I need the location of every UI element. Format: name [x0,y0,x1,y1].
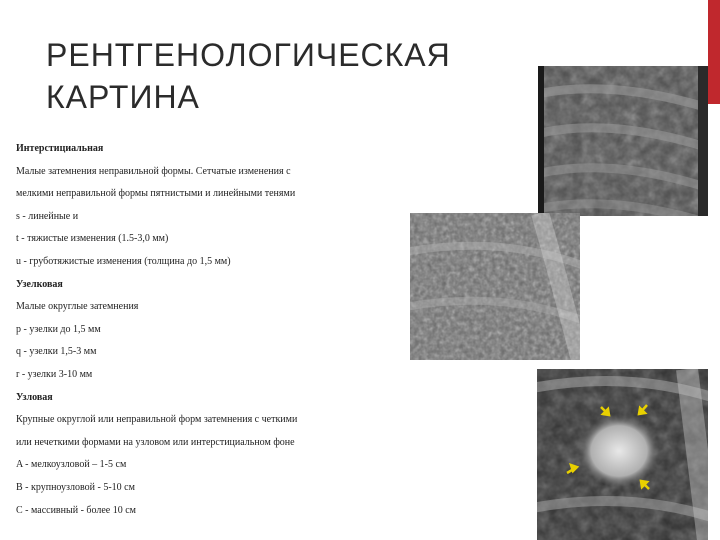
xray-interstitial-image [538,66,708,216]
text-line: мелкими неправильной формы пятнистыми и линейными тенями [16,188,296,200]
text-line: C - массивный - более 10 см [16,504,136,516]
section-heading-nodular: Узелковая [16,278,63,290]
text-line: Малые затемнения неправильной формы. Сетчатые изменения с [16,165,291,177]
text-line: s - линейные и [16,210,79,222]
title-line-2: КАРТИНА [46,79,200,115]
text-line: p - узелки до 1,5 мм [16,323,101,335]
section-heading-nodal: Узловая [16,391,53,403]
slide-content [16,138,416,522]
title-line-1: РЕНТГЕНОЛОГИЧЕСКАЯ [46,37,451,73]
xray-nodule-mass-image [537,369,708,540]
xray-nodular-image [410,213,580,360]
text-line: Малые округлые затемнения [16,301,139,313]
text-line: Крупные округлой или неправильной форм затемнения с четкими [16,414,298,426]
text-line: q - узелки 1,5-3 мм [16,346,97,358]
text-line: или нечеткими формами на узловом или интерстициальном фоне [16,436,295,448]
accent-bar [708,0,720,104]
text-line: t - тяжистые изменения (1.5-3,0 мм) [16,233,169,245]
slide-title [46,34,566,118]
text-line: B - крупноузловой - 5-10 см [16,481,135,493]
text-line: u - груботяжистые изменения (толщина до 1,5 мм) [16,255,231,267]
text-line: A - мелкоузловой – 1-5 см [16,459,127,471]
section-heading-interstitial: Интерстициальная [16,143,104,154]
text-line: r - узелки 3-10 мм [16,368,93,380]
